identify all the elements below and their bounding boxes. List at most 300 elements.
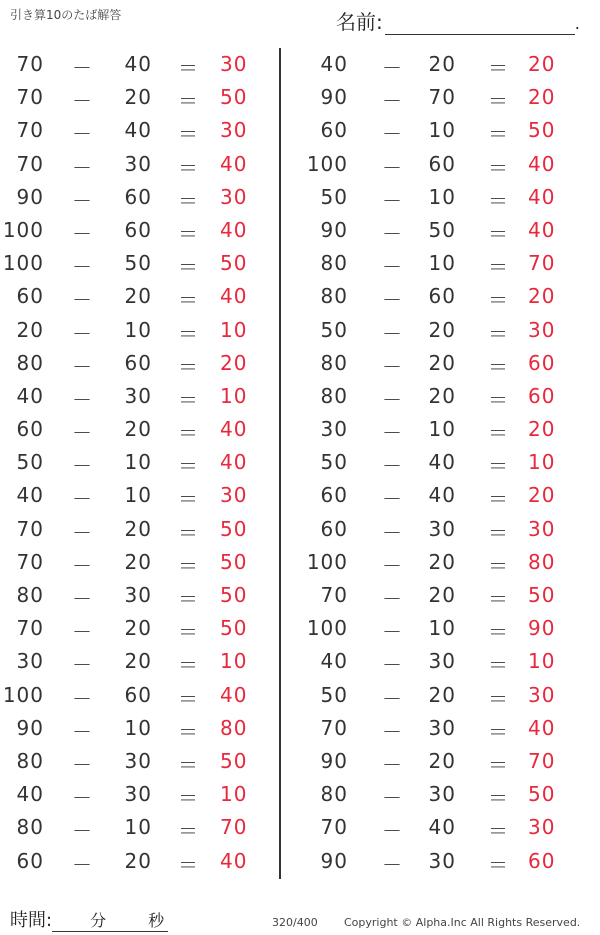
minuend: 70 [16,151,44,176]
equals-sign: ＝ [178,520,199,545]
subtrahend: 60 [124,217,152,242]
equals-sign: ＝ [488,786,509,811]
minuend: 90 [320,85,348,110]
problem-row [0,81,290,114]
minuend: 90 [320,848,348,873]
equals-sign: ＝ [178,155,199,180]
minuend: 40 [16,483,44,508]
minuend: 70 [320,583,348,607]
minus-sign: － [72,686,93,711]
equals-sign: ＝ [178,421,199,446]
minus-sign: － [382,553,403,578]
problem-row [0,48,290,81]
minus-sign: － [72,288,93,313]
minuend: 50 [320,450,348,475]
subtrahend: 30 [124,383,152,408]
minuend: 50 [320,317,348,342]
answer: 50 [528,118,556,143]
subtrahend: 40 [124,118,152,143]
problem-row [0,479,290,512]
subtrahend: 20 [124,284,152,309]
answer: 30 [528,682,556,707]
minus-sign: － [382,520,403,545]
equals-sign: ＝ [488,89,509,114]
answer: 10 [528,450,556,475]
problem-row [306,347,596,380]
minuend: 30 [320,417,348,442]
equals-sign: ＝ [488,421,509,446]
equals-sign: ＝ [178,288,199,313]
subtrahend: 40 [428,815,456,840]
minuend: 90 [16,715,44,740]
minus-sign: － [72,719,93,744]
minus-sign: － [382,321,403,346]
equals-sign: ＝ [178,786,199,811]
minus-sign: － [72,321,93,346]
equals-sign: ＝ [178,221,199,246]
answer: 40 [220,682,248,707]
subtrahend: 10 [124,317,152,342]
subtrahend: 60 [428,284,456,309]
minus-sign: － [382,819,403,844]
minuend: 50 [320,682,348,707]
subtrahend: 10 [428,118,456,143]
equals-sign: ＝ [178,719,199,744]
subtrahend: 30 [428,516,456,541]
minuend: 80 [320,782,348,807]
problem-row [306,48,596,81]
equals-sign: ＝ [488,221,509,246]
subtrahend: 20 [428,350,456,375]
equals-sign: ＝ [178,122,199,147]
problem-row [306,645,596,678]
problem-row [306,214,596,247]
problem-row [0,314,290,347]
minus-sign: － [382,255,403,280]
minus-sign: － [72,752,93,777]
problem-row [0,579,290,612]
time-label: 時間: [10,910,53,931]
subtrahend: 20 [428,317,456,342]
minus-sign: － [382,653,403,678]
minus-sign: － [72,188,93,213]
minus-sign: － [382,221,403,246]
answer: 50 [528,782,556,807]
problem-row [0,446,290,479]
problem-row [306,845,596,878]
answer: 30 [220,118,248,143]
problem-row [0,546,290,579]
answer: 40 [220,151,248,176]
subtrahend: 40 [124,52,152,76]
minus-sign: － [72,56,93,80]
minuend: 60 [320,483,348,508]
problem-row [306,811,596,844]
answer: 20 [528,284,556,309]
minus-sign: － [72,221,93,246]
minuend: 80 [320,251,348,276]
answer: 40 [220,217,248,242]
answer: 10 [220,317,248,342]
subtrahend: 70 [428,85,456,110]
subtrahend: 40 [428,483,456,508]
minus-sign: － [72,122,93,147]
subtrahend: 20 [124,85,152,110]
subtrahend: 60 [124,184,152,209]
subtrahend: 20 [428,549,456,574]
equals-sign: ＝ [488,819,509,844]
answer: 50 [220,583,248,607]
minus-sign: － [382,155,403,180]
minuend: 70 [320,715,348,740]
minuend: 100 [306,549,348,574]
minuend: 80 [16,815,44,840]
answer: 80 [528,549,556,574]
equals-sign: ＝ [488,752,509,777]
minus-sign: － [72,653,93,678]
answer: 10 [220,383,248,408]
subtrahend: 30 [124,583,152,607]
equals-sign: ＝ [488,288,509,313]
equals-sign: ＝ [178,454,199,479]
answer: 40 [528,217,556,242]
minus-sign: － [72,852,93,877]
problem-row [0,612,290,645]
answer: 40 [528,184,556,209]
equals-sign: ＝ [178,387,199,412]
minuend: 100 [2,251,44,276]
subtrahend: 10 [124,815,152,840]
time-field [10,906,168,932]
subtrahend: 30 [428,848,456,873]
problem-row [306,114,596,147]
minuend: 70 [16,616,44,641]
equals-sign: ＝ [488,686,509,711]
equals-sign: ＝ [178,752,199,777]
problem-row [306,479,596,512]
minuend: 80 [16,748,44,773]
name-end-dot: . [574,14,580,33]
equals-sign: ＝ [488,155,509,180]
minuend: 100 [306,151,348,176]
subtrahend: 20 [124,549,152,574]
seconds-unit: 秒 [148,911,165,930]
equals-sign: ＝ [178,487,199,512]
problem-row [0,811,290,844]
equals-sign: ＝ [178,255,199,280]
minus-sign: － [382,587,403,611]
problem-row [306,446,596,479]
equals-sign: ＝ [488,255,509,280]
minuend: 60 [16,848,44,873]
subtrahend: 10 [428,616,456,641]
minuend: 40 [16,383,44,408]
answer: 70 [528,251,556,276]
equals-sign: ＝ [488,620,509,645]
answer: 10 [220,782,248,807]
answer: 60 [528,848,556,873]
subtrahend: 50 [428,217,456,242]
minus-sign: － [382,288,403,313]
minuend: 40 [320,52,348,76]
answer: 40 [528,715,556,740]
subtrahend: 20 [124,417,152,442]
subtrahend: 60 [124,350,152,375]
equals-sign: ＝ [178,653,199,678]
subtrahend: 10 [428,184,456,209]
minuend: 50 [320,184,348,209]
minuend: 100 [2,217,44,242]
subtrahend: 20 [124,616,152,641]
minuend: 80 [320,383,348,408]
column-divider [279,48,281,879]
answer: 20 [528,483,556,508]
problem-row [0,679,290,712]
subtrahend: 30 [124,782,152,807]
problem-row [0,645,290,678]
equals-sign: ＝ [488,387,509,412]
answer: 30 [528,516,556,541]
minus-sign: － [72,387,93,412]
minus-sign: － [72,587,93,611]
minus-sign: － [72,786,93,811]
equals-sign: ＝ [488,487,509,512]
minuend: 60 [16,417,44,442]
answer: 70 [528,748,556,773]
minus-sign: － [72,255,93,280]
minus-sign: － [382,56,403,80]
problem-row [0,413,290,446]
minuend: 70 [16,516,44,541]
problem-row [306,247,596,280]
equals-sign: ＝ [178,56,199,80]
problem-row [306,579,596,612]
answer: 70 [220,815,248,840]
problem-row [306,513,596,546]
equals-sign: ＝ [178,321,199,346]
minuend: 100 [306,616,348,641]
answer: 50 [528,583,556,607]
equals-sign: ＝ [178,553,199,578]
subtrahend: 30 [428,782,456,807]
minus-sign: － [72,520,93,545]
minus-sign: － [72,155,93,180]
minuend: 60 [320,118,348,143]
answer: 50 [220,616,248,641]
name-label: 名前: [336,10,383,34]
subtrahend: 20 [124,649,152,674]
answer: 40 [528,151,556,176]
problem-row [306,679,596,712]
equals-sign: ＝ [488,454,509,479]
answer: 50 [220,549,248,574]
minus-sign: － [382,454,403,479]
equals-sign: ＝ [178,188,199,213]
minus-sign: － [382,487,403,512]
subtrahend: 20 [428,52,456,76]
minus-sign: － [382,188,403,213]
subtrahend: 30 [428,649,456,674]
problem-row [306,778,596,811]
minus-sign: － [72,819,93,844]
answer: 80 [220,715,248,740]
answer: 30 [220,184,248,209]
subtrahend: 30 [428,715,456,740]
copyright-notice: Copyright © Alpha.Inc All Rights Reserved. [344,916,581,929]
equals-sign: ＝ [488,122,509,147]
equals-sign: ＝ [488,354,509,379]
subtrahend: 20 [428,383,456,408]
minuend: 60 [320,516,348,541]
problem-row [0,148,290,181]
minuend: 90 [320,217,348,242]
minuend: 30 [16,649,44,674]
answer: 50 [220,516,248,541]
equals-sign: ＝ [488,520,509,545]
problem-row [306,280,596,313]
problem-row [0,347,290,380]
equals-sign: ＝ [178,819,199,844]
subtrahend: 60 [428,151,456,176]
equals-sign: ＝ [178,354,199,379]
answer: 60 [528,383,556,408]
name-blank-line [385,14,575,35]
problem-row [0,214,290,247]
equals-sign: ＝ [488,653,509,678]
minus-sign: － [72,454,93,479]
subtrahend: 20 [428,682,456,707]
equals-sign: ＝ [178,587,199,611]
equals-sign: ＝ [178,620,199,645]
equals-sign: ＝ [488,56,509,80]
subtrahend: 20 [428,748,456,773]
subtrahend: 60 [124,682,152,707]
time-blank-line [52,913,168,932]
subtrahend: 10 [124,483,152,508]
minus-sign: － [382,620,403,645]
worksheet-title: 引き算10のたば解答 [10,8,122,22]
equals-sign: ＝ [488,852,509,877]
answer: 30 [220,52,248,76]
subtrahend: 40 [428,450,456,475]
right-problem-column [306,48,596,878]
equals-sign: ＝ [488,719,509,744]
minus-sign: － [382,752,403,777]
problem-row [0,247,290,280]
answer: 30 [220,483,248,508]
name-field [336,6,580,35]
equals-sign: ＝ [488,553,509,578]
minus-sign: － [72,620,93,645]
answer: 20 [220,350,248,375]
problem-row [306,612,596,645]
answer: 30 [528,317,556,342]
problem-row [0,380,290,413]
minus-sign: － [382,421,403,446]
minus-sign: － [382,122,403,147]
minuend: 80 [320,284,348,309]
minuend: 80 [16,350,44,375]
minus-sign: － [382,686,403,711]
minus-sign: － [382,354,403,379]
answer: 50 [220,748,248,773]
minus-sign: － [382,89,403,114]
problem-row [0,845,290,878]
left-problem-column [0,48,290,878]
minuend: 70 [16,52,44,76]
answer: 30 [528,815,556,840]
subtrahend: 20 [124,516,152,541]
minus-sign: － [382,786,403,811]
minuend: 50 [16,450,44,475]
problem-row [306,712,596,745]
problem-row [306,181,596,214]
equals-sign: ＝ [488,587,509,611]
minus-sign: － [382,387,403,412]
answer: 20 [528,85,556,110]
subtrahend: 30 [124,748,152,773]
problem-row [0,114,290,147]
minus-sign: － [382,852,403,877]
minus-sign: － [72,421,93,446]
problem-row [306,380,596,413]
problem-row [0,745,290,778]
subtrahend: 50 [124,251,152,276]
minuend: 70 [16,549,44,574]
answer: 20 [528,417,556,442]
subtrahend: 10 [124,450,152,475]
equals-sign: ＝ [178,852,199,877]
minus-sign: － [72,354,93,379]
subtrahend: 30 [124,151,152,176]
minuend: 40 [320,649,348,674]
minuend: 100 [2,682,44,707]
minus-sign: － [72,553,93,578]
problem-row [306,413,596,446]
equals-sign: ＝ [488,321,509,346]
minus-sign: － [382,719,403,744]
minuend: 70 [16,85,44,110]
problem-row [306,148,596,181]
problem-row [0,778,290,811]
problem-row [306,745,596,778]
minuend: 60 [16,284,44,309]
problem-row [0,280,290,313]
answer: 20 [528,52,556,76]
problem-row [306,81,596,114]
minuend: 90 [320,748,348,773]
minuend: 80 [16,583,44,607]
answer: 50 [220,85,248,110]
answer: 40 [220,284,248,309]
minuend: 70 [16,118,44,143]
subtrahend: 10 [428,251,456,276]
problem-row [0,712,290,745]
problem-row [306,546,596,579]
subtrahend: 20 [124,848,152,873]
minuend: 40 [16,782,44,807]
minuend: 70 [320,815,348,840]
minus-sign: － [72,89,93,114]
equals-sign: ＝ [178,89,199,114]
minutes-unit: 分 [90,911,107,930]
minuend: 90 [16,184,44,209]
minuend: 80 [320,350,348,375]
answer: 90 [528,616,556,641]
minuend: 20 [16,317,44,342]
problem-row [0,513,290,546]
minus-sign: － [72,487,93,512]
